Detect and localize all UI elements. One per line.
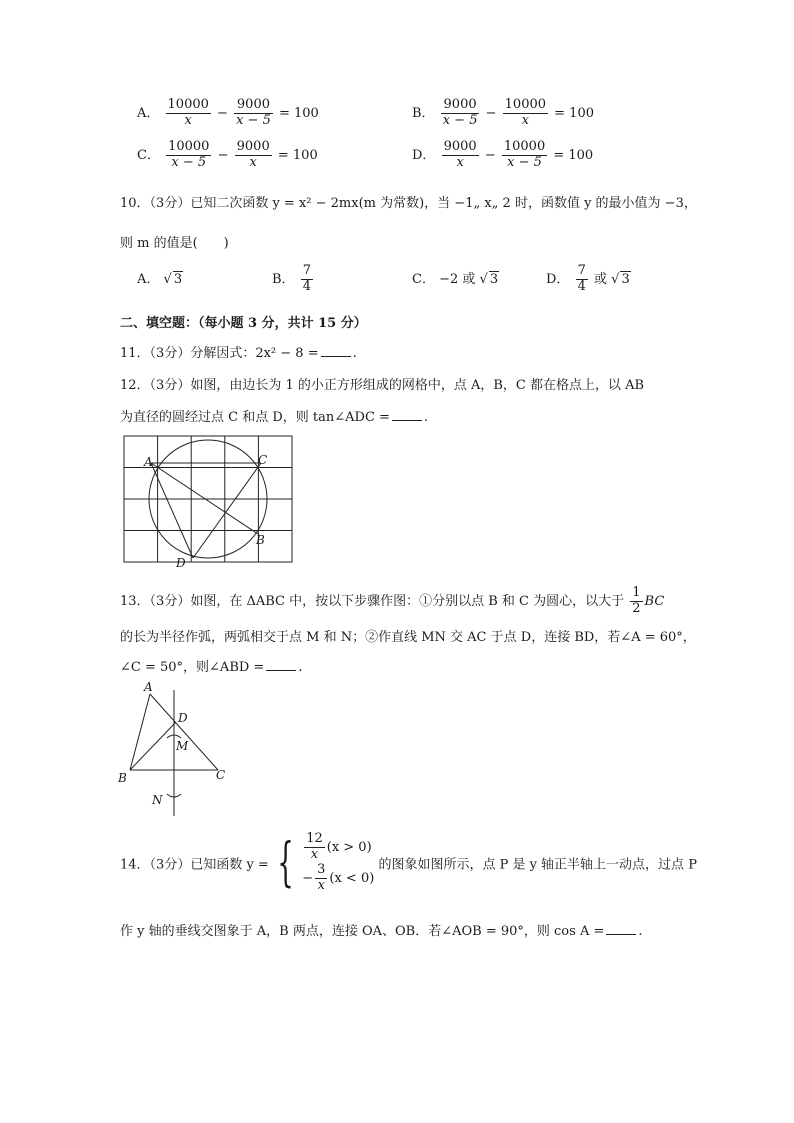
fraction <box>315 863 327 894</box>
operator: − <box>217 147 229 163</box>
piece-row <box>302 863 374 894</box>
q14-line1 <box>120 832 697 894</box>
rhs: = 100 <box>554 105 594 121</box>
numerator: 9000 <box>234 98 273 114</box>
q13-segment: BC <box>644 593 665 609</box>
option-label: B． <box>272 271 295 287</box>
triangle <box>130 690 218 816</box>
q12-text: 为直径的圆经过点 C 和点 D，则 tan∠ADC = <box>120 410 390 425</box>
label-c: C <box>258 453 268 467</box>
answer-blank <box>321 346 351 357</box>
section-heading: 二、填空题：（每小题 3 分，共计 15 分） <box>120 316 367 331</box>
label-d: D <box>176 556 186 570</box>
denominator: x <box>521 112 529 128</box>
fraction <box>502 140 547 171</box>
sqrt: √ 3 <box>611 271 630 287</box>
q11-end: . <box>352 346 357 361</box>
denominator: x − 5 <box>171 154 207 170</box>
q14-line2 <box>120 920 643 939</box>
q13-line1 <box>120 586 664 617</box>
q10-option-d <box>546 264 631 295</box>
numerator: 10000 <box>168 139 210 154</box>
fraction <box>630 586 642 617</box>
option-label: B． <box>412 105 435 121</box>
label-d: D <box>178 711 188 725</box>
option-label: D． <box>412 147 436 163</box>
numerator: 12 <box>306 831 323 846</box>
numerator: 1 <box>632 585 641 600</box>
rhs: = 100 <box>553 147 594 163</box>
piece-row <box>302 832 374 863</box>
denominator: x <box>249 154 257 170</box>
option-label: A． <box>137 105 160 121</box>
q10-option-b <box>272 264 315 295</box>
numerator: 7 <box>577 263 586 278</box>
option-label: A． <box>137 272 160 287</box>
q14-text: 14．（3分）已知函数 y = <box>120 857 269 873</box>
sign: − <box>302 870 314 886</box>
q9-option-d <box>412 140 593 171</box>
numerator: 10000 <box>167 97 209 112</box>
denominator: x − 5 <box>442 112 478 128</box>
q13-line3 <box>120 656 302 675</box>
q13-triangle-figure <box>112 680 242 820</box>
fraction <box>235 140 272 171</box>
q13-line2: 的长为半径作弧，两弧相交于点 M 和 N；②作直线 MN 交 AC 于点 D，连接 BD，若∠A = 60°， <box>120 630 696 645</box>
q10-stem-line1: 10．（3分）已知二次函数 y = x² − 2mx(m 为常数)，当 −1„ x„ 2 时，函数值 y 的最小值为 −3， <box>120 196 697 211</box>
numerator: 7 <box>302 263 311 278</box>
fraction <box>441 98 480 129</box>
q10-option-c <box>412 268 499 287</box>
radicand: 3 <box>489 272 499 287</box>
q13-text: ∠C = 50°，则∠ABD = <box>120 660 265 675</box>
denominator: x − 5 <box>236 112 271 128</box>
option-text: −2 或 <box>439 272 476 287</box>
option-label: D． <box>546 271 570 287</box>
numerator: 10000 <box>504 97 547 112</box>
fraction <box>304 832 325 863</box>
denominator: 4 <box>302 278 311 294</box>
q12-line2 <box>120 406 428 425</box>
operator: − <box>485 105 497 121</box>
option-label: C． <box>412 272 435 287</box>
denominator: x − 5 <box>507 154 542 170</box>
brace-icon: { <box>277 832 294 893</box>
denominator: 4 <box>577 278 586 294</box>
label-m: M <box>176 739 189 753</box>
q12-line1: 12．（3分）如图，由边长为 1 的小正方形组成的网格中，点 A，B，C 都在格点上，以 AB <box>120 378 645 393</box>
q12-end: . <box>423 410 429 425</box>
denominator: x <box>184 112 192 128</box>
fraction <box>503 98 548 129</box>
label-n: N <box>152 793 163 807</box>
label-a: A <box>144 455 153 469</box>
fraction <box>166 98 211 129</box>
fraction <box>234 98 273 129</box>
numerator: 9000 <box>443 139 477 154</box>
denominator: x <box>310 846 319 862</box>
label-b: B <box>118 771 127 785</box>
radicand: 3 <box>621 271 630 287</box>
segments <box>151 463 261 558</box>
fraction <box>442 140 479 171</box>
numerator: 3 <box>317 861 326 877</box>
numerator: 9000 <box>441 98 480 114</box>
q10-stem-line2: 则 m 的值是( ) <box>120 236 229 251</box>
q14-text: 的图象如图所示，点 P 是 y 轴正半轴上一动点，过点 P <box>378 857 697 873</box>
radicand: 3 <box>173 272 183 287</box>
condition: (x < 0) <box>329 870 375 886</box>
operator: − <box>217 105 228 121</box>
fraction <box>166 140 211 171</box>
numerator: 9000 <box>236 139 270 154</box>
q9-option-c <box>137 140 318 171</box>
q9-option-b <box>412 98 594 129</box>
q11 <box>120 342 357 361</box>
answer-blank <box>266 660 296 671</box>
piecewise-definition <box>302 832 374 894</box>
q14-text: 作 y 轴的垂线交图象于 A，B 两点，连接 OA、OB．若∠AOB = 90°，则 cos A = <box>120 924 605 939</box>
denominator: 2 <box>632 600 641 616</box>
q10-option-a <box>137 268 183 287</box>
q11-text: 11．（3分）分解因式：2x² − 8 = <box>120 346 319 361</box>
sqrt: √ 3 <box>479 272 499 287</box>
label-c: C <box>216 768 226 782</box>
q14-end: . <box>638 924 643 939</box>
rhs: = 100 <box>277 147 318 163</box>
option-label: C． <box>137 147 160 163</box>
option-text: 或 <box>594 271 608 287</box>
denominator: x <box>456 154 464 170</box>
q13-text: 13．（3分）如图，在 ΔABC 中，按以下步骤作图：①分别以点 B 和 C 为圆心，以大于 <box>120 593 625 609</box>
fraction <box>576 264 588 295</box>
answer-blank <box>392 410 422 421</box>
label-b: B <box>256 533 265 547</box>
fraction <box>301 264 313 295</box>
operator: − <box>484 147 496 163</box>
label-a: A <box>144 680 153 694</box>
answer-blank <box>606 924 636 935</box>
denominator: x <box>317 877 325 893</box>
q9-option-a <box>137 98 319 129</box>
rhs: = 100 <box>278 105 319 121</box>
numerator: 10000 <box>503 139 546 154</box>
q13-end: . <box>298 660 303 675</box>
sqrt: √ 3 <box>163 272 183 287</box>
condition: (x > 0) <box>326 839 372 855</box>
q12-grid-figure <box>118 430 308 572</box>
